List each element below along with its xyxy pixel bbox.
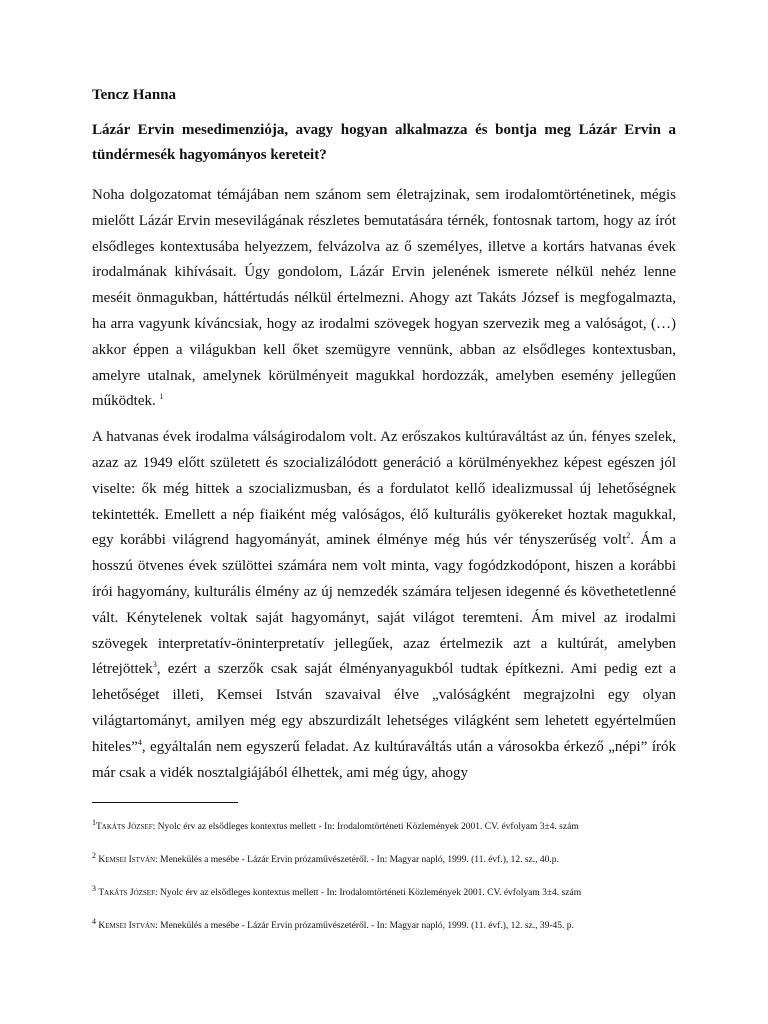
footnote <box>92 916 676 933</box>
footnote-text: : Menekülés a mesébe - Lázár Ervin prózaművészetéről. - In: Magyar napló, 1999. (11. évf.), 12. sz., 39-45. p. <box>155 921 574 931</box>
paragraph-text: , egyáltalán nem egyszerű feladat. Az kultúraváltás után a városokba érkező „népi” írók már csak a vidék nosztalgiájából élhettek, ami még úgy, ahogy <box>92 738 676 781</box>
footnote-separator <box>92 802 238 803</box>
paragraph-text: Noha dolgozatomat témájában nem szánom sem életrajzinak, sem irodalomtörténetinek, mégis mielőtt Lázár Ervin mesevilágának részletes bemutatására térnék, fontosnak tartom, hogy az írót elsődleges kontextusába helyezzem, felvázolva az ő személyes, illetve a kortárs hatvanas évek irodalmának kihívásait. Úgy gondolom, Lázár Ervin jelenének ismerete nélkül nehéz lenne meséit önmagukban, háttértudás nélkül értelmezni. Ahogy azt Takáts József is megfogalmazta, ha arra vagyunk kíváncsiak, hogy az irodalmi szövegek hogyan szervezik meg a valóságot, (…) akkor éppen a világukban kell őket szemügyre vennünk, abban az elsődleges kontextusban, amelyre utalnak, amelynek körülményeit magukkal hordozzák, amelyben esemény jellegűen működtek. <box>92 187 676 410</box>
footnote-author: Takáts József <box>98 888 155 898</box>
footnote <box>92 850 676 867</box>
paragraph-text: , ezért a szerzők csak saját élményanyagukból tudtak építkezni. Ami pedig ezt a lehetőséget illeti, Kemsei István szavaival élve „valóságként megrajzolni egy olyan világtartományt, amilyen még egy abszurdizált lehetséges világként sem lehetett egyértelműen hiteles” <box>92 661 676 755</box>
footnote-number: 4 <box>92 916 96 926</box>
author-name: Tencz Hanna <box>92 87 177 103</box>
footnotes <box>92 817 676 952</box>
footnote <box>92 883 676 900</box>
footnote <box>92 817 676 834</box>
footnote-text: : Nyolc érv az elsődleges kontextus mellett - In: Irodalomtörténeti Közlemények 2001. CV. évfolyam 3±4. szám <box>152 822 579 832</box>
footnote-reference[interactable]: 4 <box>137 737 142 747</box>
footnote-number: 1 <box>92 817 96 827</box>
document-body <box>92 84 676 796</box>
document-title: Lázár Ervin mesedimenziója, avagy hogyan alkalmazza és bontja meg Lázár Ervin a tündérmesék hagyományos kereteit? <box>92 122 676 163</box>
paragraph-intro <box>92 183 676 415</box>
footnote-reference[interactable]: 1 <box>159 392 164 402</box>
footnote-reference[interactable]: 3 <box>152 660 157 670</box>
footnote-number: 3 <box>92 883 96 893</box>
footnote-text: : Menekülés a mesébe - Lázár Ervin prózaművészetéről. - In: Magyar napló, 1999. (11. évf.), 12. sz., 40.p. <box>155 855 559 865</box>
footnote-number: 2 <box>92 850 96 860</box>
footnote-author: Kemsei István <box>98 921 156 931</box>
footnote-reference[interactable]: 2 <box>626 531 631 541</box>
paragraph-text: A hatvanas évek irodalma válságirodalom volt. Az erőszakos kultúraváltást az ún. fényes szelek, azaz az 1949 előtt született és szocializálódott generáció a körülményekhez képest egészen jól viselte: ők még hittek a szocializmusban, és a fordulatot kellő idealizmussal új lehetőségnek tekintették. Emellett a nép fiaiként még valóságos, élő kulturális gyökereket hoztak magukkal, egy korábbi világrend hagyományát, aminek élménye még hús vér tényszerűség volt <box>92 429 676 549</box>
footnote-author: Kemsei István <box>98 855 156 865</box>
footnote-author: Takáts József <box>96 822 153 832</box>
footnote-text: : Nyolc érv az elsődleges kontextus mellett - In: Irodalomtörténeti Közlemények 2001. CV. évfolyam 3±4. szám <box>154 888 582 898</box>
paragraph-sixties <box>92 425 676 786</box>
paragraph-text: . Ám a hosszú ötvenes évek szülöttei számára nem volt minta, vagy fogódzkodópont, hiszen a korábbi írói hagyomány, kulturális élmény az új nemzedék számára teljesen idegenné és követhetetlenné vált. Kénytelenek voltak saját hagyományt, saját világot teremteni. Ám mivel az irodalmi szövegek interpretatív-öninterpretatív jellegűek, azaz értelmezik azt a kultúrát, amelyben létrejöttek <box>92 532 676 678</box>
